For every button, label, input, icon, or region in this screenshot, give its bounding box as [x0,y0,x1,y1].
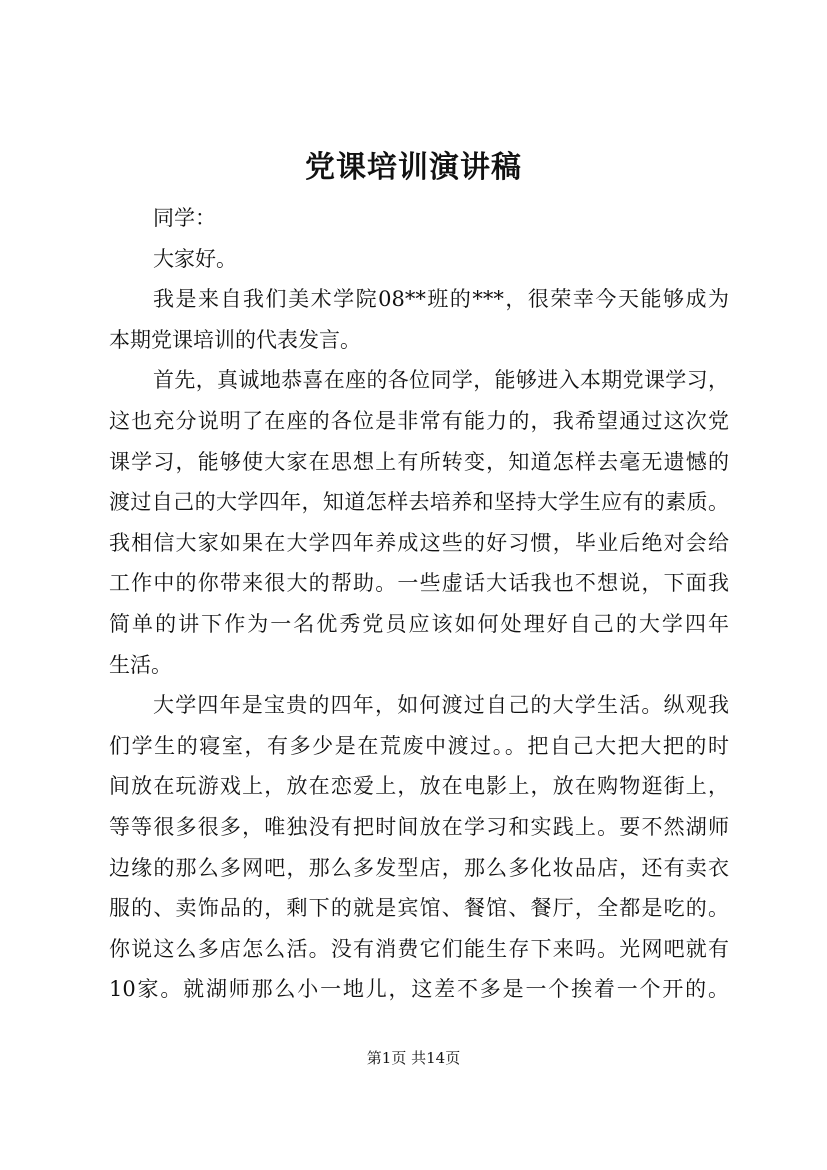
paragraph-line: 们学生的寝室，有多少是在荒废中渡过。。把自己大把大把的时 [109,733,729,758]
paragraph-line: 本期党课培训的代表发言。 [109,327,361,352]
paragraph-line: 你说这么多店怎么活。没有消费它们能生存下来吗。光网吧就有 [109,936,729,961]
paragraph-line: 10家。就湖师那么小一地儿，这差不多是一个挨着一个开的。 [109,977,729,1002]
page-number-footer: 第1页 共14页 [366,1049,461,1067]
paragraph-line: 生活。 [109,652,172,677]
paragraph-line: 等等很多很多，唯独没有把时间放在学习和实践上。要不然湖师 [109,814,729,839]
paragraph-line: 我相信大家如果在大学四年养成这些的好习惯，毕业后绝对会给 [109,530,729,555]
paragraph-line: 课学习，能够使大家在思想上有所转变，知道怎样去毫无遗憾的 [109,449,729,474]
paragraph-line: 边缘的那么多网吧，那么多发型店，那么多化妆品店，还有卖衣 [109,855,729,880]
paragraph-line: 这也充分说明了在座的各位是非常有能力的，我希望通过这次党 [109,408,729,433]
paragraph-line: 首先，真诚地恭喜在座的各位同学，能够进入本期党课学习， [153,368,729,393]
paragraph-line: 服的、卖饰品的，剩下的就是宾馆、餐馆、餐厅，全都是吃的。 [109,896,729,921]
document-title: 党课培训演讲稿 [305,150,522,185]
document-body [109,198,729,1010]
paragraph-line: 我是来自我们美术学院08**班的***，很荣幸今天能够成为 [153,287,729,312]
salutation-line: 同学： [153,206,216,230]
greeting-line: 大家好。 [153,246,237,271]
paragraph-line: 简单的讲下作为一名优秀党员应该如何处理好自己的大学四年 [109,611,729,636]
paragraph-line: 间放在玩游戏上，放在恋爱上，放在电影上，放在购物逛街上， [109,774,729,799]
paragraph-line: 工作中的你带来很大的帮助。一些虚话大话我也不想说，下面我 [109,571,729,596]
paragraph-line: 渡过自己的大学四年，知道怎样去培养和坚持大学生应有的素质。 [109,490,729,515]
paragraph-line: 大学四年是宝贵的四年，如何渡过自己的大学生活。纵观我 [153,693,729,718]
